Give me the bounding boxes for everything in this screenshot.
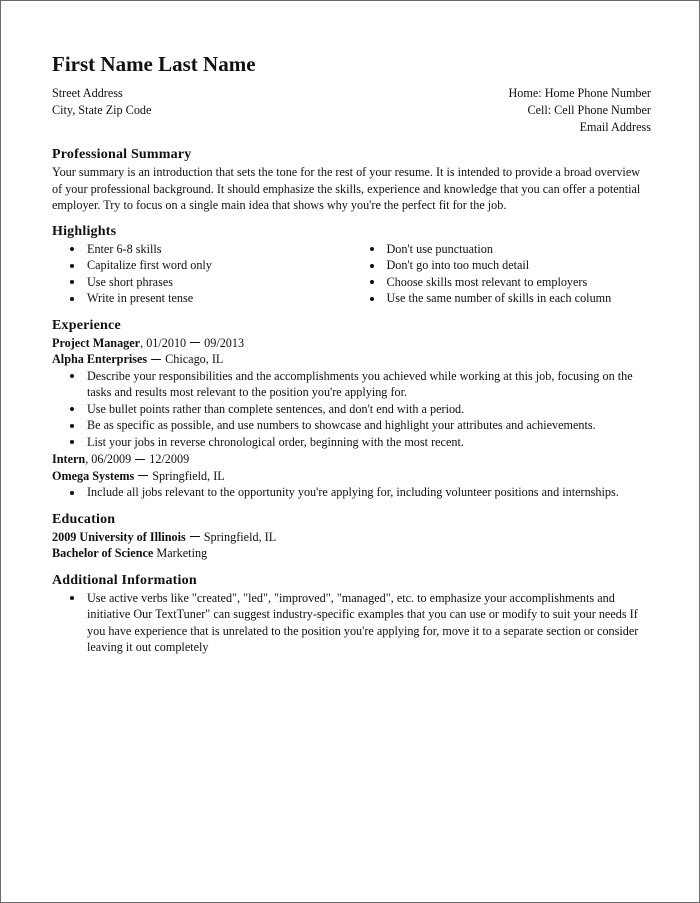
- list-item: Describe your responsibilities and the accomplishments you achieved while working at this job, focusing on the tasks and results most relevant to the position you're applying for.: [52, 368, 651, 401]
- job-company-line: [52, 351, 651, 368]
- list-item: Enter 6-8 skills: [52, 241, 352, 258]
- job-company: Alpha Enterprises: [52, 352, 148, 366]
- dash-separator: [190, 342, 200, 343]
- list-item: Use active verbs like "created", "led", "improved", "managed", etc. to emphasize your accomplishments and initiative Our TextTuner" can suggest industry-specific examples that you can use or modify to suit your needs If you have experience that is unrelated to the position you're applying for, move it to a separate section or consider leaving it out completely: [52, 590, 651, 656]
- job-title-line: [52, 451, 651, 468]
- list-item: Capitalize first word only: [52, 257, 352, 274]
- additional-section: [52, 572, 651, 656]
- job-company-line: [52, 468, 651, 485]
- list-item: Write in present tense: [52, 290, 352, 307]
- dash-separator: [151, 359, 161, 360]
- highlights-right-list: [352, 241, 652, 307]
- list-item: Choose skills most relevant to employers: [352, 274, 652, 291]
- phone-email-block: [508, 85, 651, 136]
- highlights-section: [52, 223, 651, 307]
- dash-separator: [190, 536, 200, 537]
- list-item: Don't go into too much detail: [352, 257, 652, 274]
- home-phone: Home: Home Phone Number: [508, 86, 651, 100]
- education-location: Springfield, IL: [203, 529, 277, 544]
- education-degree-line: [52, 545, 651, 562]
- education-field: Marketing: [153, 546, 208, 560]
- job-entry: [52, 335, 651, 451]
- contact-block: [52, 85, 651, 133]
- additional-bullets: [52, 590, 651, 656]
- dash-separator: [138, 475, 148, 476]
- list-item: Don't use punctuation: [352, 241, 652, 258]
- address-block: [52, 85, 151, 119]
- job-start-date: , 06/2009: [85, 452, 132, 466]
- job-role: Intern: [52, 452, 86, 466]
- job-location: Springfield, IL: [152, 468, 225, 483]
- summary-text: Your summary is an introduction that sets the tone for the rest of your resume. It is intended to provide a broad overview of your professional background. It should emphasize the skills, experience and knowledge that you can offer a potential employer. Try to focus on a single main idea that shows why you're the perfect fit for the job.: [52, 165, 641, 212]
- list-item: Use the same number of skills in each column: [352, 290, 652, 307]
- list-item: List your jobs in reverse chronological order, beginning with the most recent.: [52, 434, 651, 451]
- job-bullets: [52, 368, 651, 451]
- job-title-line: [52, 335, 651, 352]
- summary-heading: Professional Summary: [52, 147, 192, 162]
- job-company: Omega Systems: [52, 468, 135, 483]
- city-state-zip: City, State Zip Code: [52, 103, 152, 117]
- education-school-line: [52, 529, 651, 546]
- education-section: [52, 511, 651, 562]
- education-degree: Bachelor of Science: [52, 546, 154, 560]
- education-heading: Education: [52, 511, 116, 527]
- cell-phone: Cell: Cell Phone Number: [527, 103, 651, 117]
- resume-content: [52, 51, 651, 656]
- list-item: Use bullet points rather than complete sentences, and don't end with a period.: [52, 401, 651, 418]
- dash-separator: [135, 459, 145, 460]
- list-item: Be as specific as possible, and use numbers to showcase and highlight your attributes and achievements.: [52, 417, 651, 434]
- job-location: Chicago, IL: [165, 352, 224, 366]
- highlights-columns: [52, 241, 651, 307]
- street-address: Street Address: [52, 86, 123, 100]
- experience-section: [52, 317, 651, 501]
- email-address: Email Address: [579, 120, 651, 134]
- candidate-name: First Name Last Name: [52, 52, 256, 76]
- job-start-date: , 01/2010: [140, 335, 187, 350]
- education-school: 2009 University of Illinois: [52, 529, 186, 544]
- job-end-date: 09/2013: [204, 335, 245, 350]
- job-role: Project Manager: [52, 335, 141, 350]
- job-end-date: 12/2009: [149, 452, 190, 466]
- list-item: Use short phrases: [52, 274, 352, 291]
- highlights-left-list: [52, 241, 352, 307]
- job-entry: [52, 451, 651, 501]
- summary-section: [52, 146, 651, 214]
- additional-heading: Additional Information: [52, 572, 197, 588]
- job-bullets: [52, 484, 651, 501]
- experience-heading: Experience: [52, 317, 121, 333]
- highlights-heading: Highlights: [52, 223, 117, 239]
- list-item: Include all jobs relevant to the opportunity you're applying for, including volunteer positions and internships.: [52, 484, 651, 501]
